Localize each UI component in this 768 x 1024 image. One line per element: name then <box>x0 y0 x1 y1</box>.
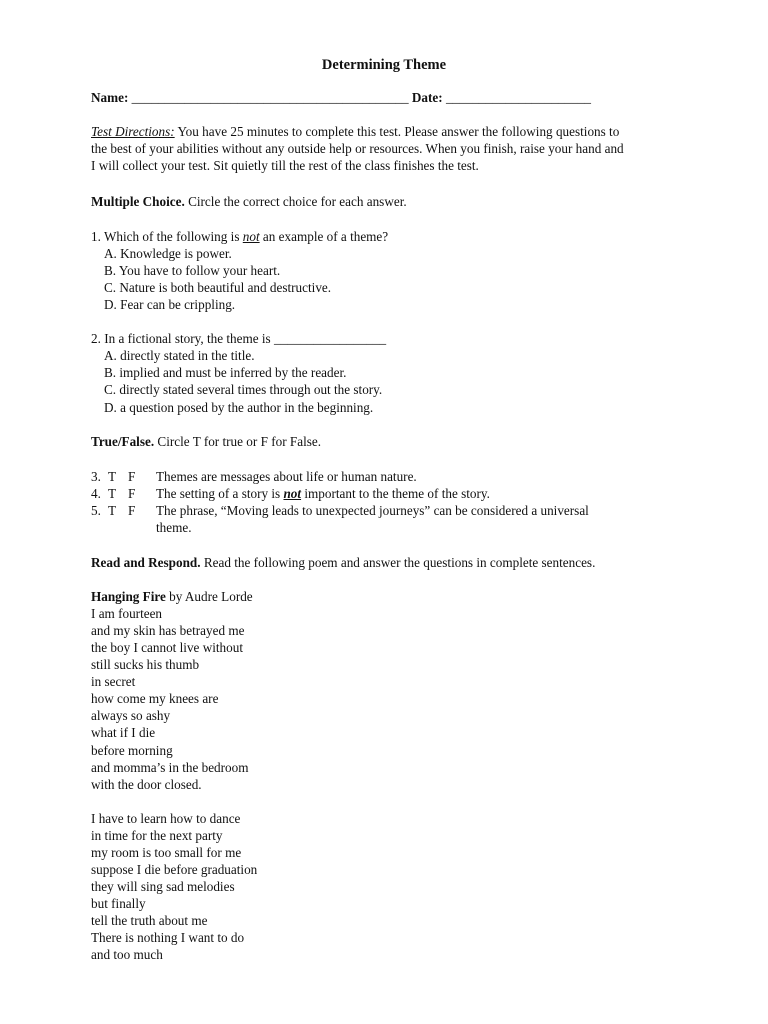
multiple-choice-header <box>91 193 407 210</box>
poem-line: how come my knees are <box>91 691 219 706</box>
poem-line: suppose I die before graduation <box>91 862 258 877</box>
multiple-choice-instruction: Circle the correct choice for each answer. <box>188 194 407 209</box>
true-false-instruction: Circle T for true or F for False. <box>157 434 322 449</box>
q1-option-b: B. You have to follow your heart. <box>104 263 281 278</box>
true-false-heading: True/False. <box>91 434 155 449</box>
read-respond-header <box>91 554 595 571</box>
poem-title-line <box>91 588 253 605</box>
q2-option-c: C. directly stated several times through out the story. <box>104 382 383 397</box>
q3-t: T <box>108 469 117 484</box>
q5-f: F <box>128 503 136 518</box>
q2-option-d: D. a question posed by the author in the beginning. <box>104 400 374 415</box>
poem-line: in time for the next party <box>91 828 223 843</box>
poem-line: with the door closed. <box>91 777 202 792</box>
q4-emphasis: not <box>283 486 302 501</box>
multiple-choice-heading: Multiple Choice. <box>91 194 185 209</box>
poem-line: and too much <box>91 947 163 962</box>
directions-line-1 <box>91 123 619 140</box>
q5-number: 5. <box>91 503 101 518</box>
poem-line: always so ashy <box>91 708 171 723</box>
poem-line: what if I die <box>91 725 156 740</box>
page-title: Determining Theme <box>321 57 447 73</box>
q1-option-a: A. Knowledge is power. <box>104 246 232 261</box>
q4-suffix: important to the theme of the story. <box>301 486 490 501</box>
q2-option-a: A. directly stated in the title. <box>104 348 255 363</box>
poem-line: before morning <box>91 743 173 758</box>
date-blank: ______________________ <box>445 90 592 105</box>
q4-t: T <box>108 486 117 501</box>
q1-option-d: D. Fear can be crippling. <box>104 297 236 312</box>
name-blank: __________________________________________ <box>131 90 409 105</box>
q1-prefix: 1. Which of the following is <box>91 229 243 244</box>
q4-prefix: The setting of a story is <box>156 486 284 501</box>
q3-text: Themes are messages about life or human nature. <box>156 469 417 484</box>
directions-line-2: the best of your abilities without any outside help or resources. When you finish, raise your hand and <box>91 141 624 156</box>
poem-line: the boy I cannot live without <box>91 640 243 655</box>
poem-line: they will sing sad melodies <box>91 879 235 894</box>
q3-f: F <box>128 469 136 484</box>
directions-label: Test Directions: <box>91 124 175 139</box>
q2-option-b: B. implied and must be inferred by the reader. <box>104 365 347 380</box>
poem-line: and my skin has betrayed me <box>91 623 245 638</box>
name-date-line <box>91 89 591 106</box>
poem-line: in secret <box>91 674 136 689</box>
q4-number: 4. <box>91 486 101 501</box>
poem-line: still sucks his thumb <box>91 657 200 672</box>
question-1 <box>91 228 388 245</box>
q3-number: 3. <box>91 469 101 484</box>
q5-text-line-1: The phrase, “Moving leads to unexpected journeys” can be considered a universal <box>156 503 589 518</box>
true-false-header <box>91 433 321 450</box>
poem-line: I am fourteen <box>91 606 163 621</box>
read-respond-heading: Read and Respond. <box>91 555 201 570</box>
poem-line: but finally <box>91 896 146 911</box>
poem-byline: by Audre Lorde <box>165 589 253 604</box>
poem-line: I have to learn how to dance <box>91 811 241 826</box>
poem-line: tell the truth about me <box>91 913 208 928</box>
poem-title: Hanging Fire <box>91 589 166 604</box>
q5-t: T <box>108 503 117 518</box>
directions-line-3: I will collect your test. Sit quietly till the rest of the class finishes the test. <box>91 158 479 173</box>
q4-f: F <box>128 486 136 501</box>
poem-line: There is nothing I want to do <box>91 930 245 945</box>
date-label: Date: <box>411 90 443 105</box>
name-label: Name: <box>91 90 129 105</box>
read-respond-instruction: Read the following poem and answer the questions in complete sentences. <box>203 555 596 570</box>
poem-line: my room is too small for me <box>91 845 242 860</box>
question-2: 2. In a fictional story, the theme is _________________ <box>91 331 387 346</box>
q4-text <box>156 485 490 502</box>
q1-emphasis: not <box>242 229 260 244</box>
q1-option-c: C. Nature is both beautiful and destructive. <box>104 280 332 295</box>
directions-text-1: You have 25 minutes to complete this test. Please answer the following questions to <box>177 124 620 139</box>
q5-text-line-2: theme. <box>156 520 192 535</box>
q1-suffix: an example of a theme? <box>259 229 389 244</box>
poem-line: and momma’s in the bedroom <box>91 760 249 775</box>
